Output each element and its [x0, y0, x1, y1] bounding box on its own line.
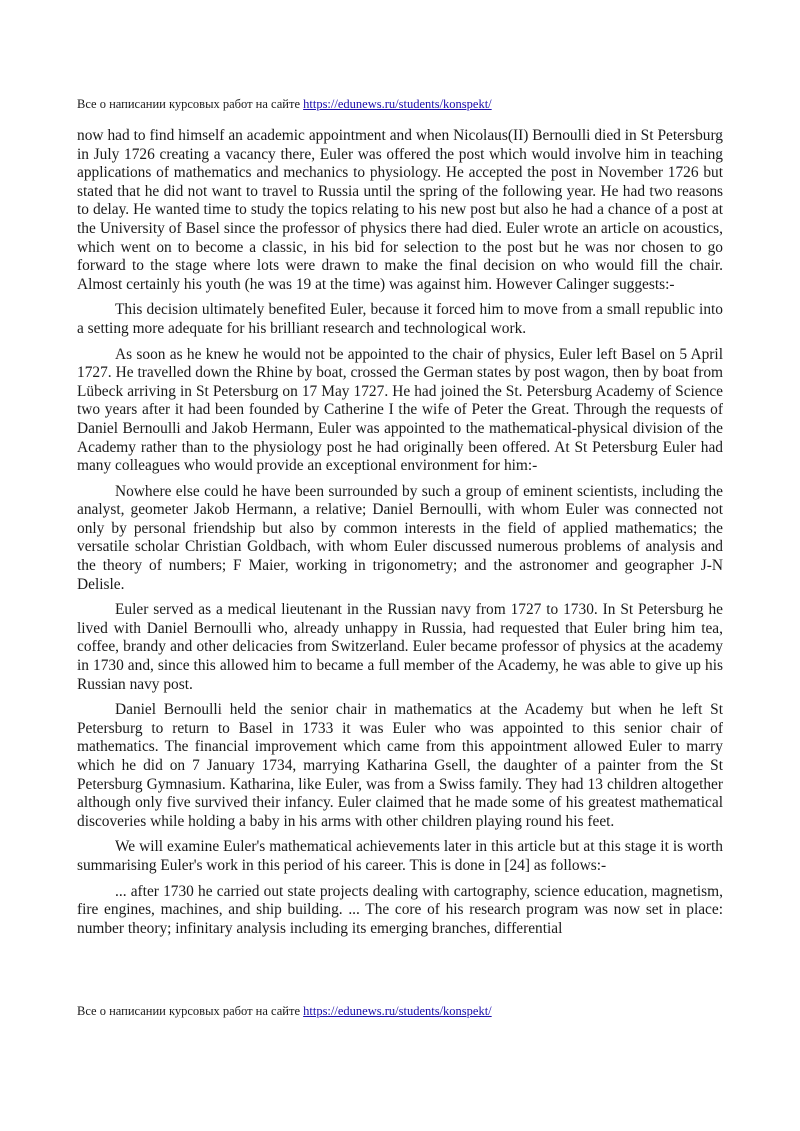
paragraph-3: As soon as he knew he would not be appointed to the chair of physics, Euler left Basel on 5 April 1727. He travelled down the Rhine by boat, crossed the German states by post wagon, then by boat from Lübeck arriving in St Petersburg on 17 May 1727. He had joined the St. Petersburg Academy of Science two years after it had been founded by Catherine I the wife of Peter the Great. Through the requests of Daniel Bernoulli and Jakob Hermann, Euler was appointed to the mathematical-physical division of the Academy rather than to the physiology post he had originally been offered. At St Petersburg Euler had many colleagues who would provide an exceptional environment for him:-	[77, 345, 723, 475]
page-header	[77, 97, 492, 112]
header-link[interactable]: https://edunews.ru/students/konspekt/	[303, 97, 492, 111]
document-body	[77, 127, 723, 1002]
paragraph-4: Nowhere else could he have been surrounded by such a group of eminent scientists, including the analyst, geometer Jakob Hermann, a relative; Daniel Bernoulli, with whom Euler was connected not only by personal friendship but also by common interests in the field of applied mathematics; the versatile scholar Christian Goldbach, with whom Euler discussed numerous problems of analysis and the theory of numbers; F Maier, working in trigonometry; and the astronomer and geographer J-N Delisle.	[77, 482, 723, 593]
paragraph-8: ... after 1730 he carried out state projects dealing with cartography, science education, magnetism, fire engines, machines, and ship building. ... The core of his research program was now set in place: number theory; infinitary analysis including its emerging branches, differential	[77, 882, 723, 937]
paragraph-6: Daniel Bernoulli held the senior chair in mathematics at the Academy but when he left St Petersburg to return to Basel in 1733 it was Euler who was appointed to this senior chair of mathematics. The financial improvement which came from this appointment allowed Euler to marry which he did on 7 January 1734, marrying Katharina Gsell, the daughter of a painter from the St Petersburg Gymnasium. Katharina, like Euler, was from a Swiss family. They had 13 children altogether although only five survived their infancy. Euler claimed that he made some of his greatest mathematical discoveries while holding a baby in his arms with other children playing round his feet.	[77, 701, 723, 830]
footer-link[interactable]: https://edunews.ru/students/konspekt/	[303, 1004, 492, 1018]
paragraph-1: now had to find himself an academic appointment and when Nicolaus(II) Bernoulli died in St Petersburg in July 1726 creating a vacancy there, Euler was offered the post which would involve him in teaching applications of mathematics and mechanics to physiology. He accepted the post in November 1726 but stated that he did not want to travel to Russia until the spring of the following year. He had two reasons to delay. He wanted time to study the topics relating to his new post but also he had a chance of a post at the University of Basel since the professor of physics there had died. Euler wrote an article on acoustics, which went on to become a classic, in his bid for selection to the post but he was nor chosen to go forward to the stage where lots were drawn to make the final decision on who would fill the chair. Almost certainly his youth (he was 19 at the time) was against him. However Calinger suggests:-	[77, 127, 723, 293]
paragraph-7: We will examine Euler's mathematical achievements later in this article but at this stage it is worth summarising Euler's work in this period of his career. This is done in [24] as follows:-	[77, 838, 723, 874]
footer-text: Все о написании курсовых работ на сайте	[77, 1004, 304, 1018]
page-footer	[77, 1004, 492, 1019]
header-text: Все о написании курсовых работ на сайте	[77, 97, 304, 111]
paragraph-5: Euler served as a medical lieutenant in the Russian navy from 1727 to 1730. In St Petersburg he lived with Daniel Bernoulli who, already unhappy in Russia, had requested that Euler bring him tea, coffee, brandy and other delicacies from Switzerland. Euler became professor of physics at the academy in 1730 and, since this allowed him to became a full member of the Academy, he was able to give up his Russian navy post.	[77, 601, 723, 693]
paragraph-2: This decision ultimately benefited Euler, because it forced him to move from a small republic into a setting more adequate for his brilliant research and technological work.	[77, 301, 723, 337]
